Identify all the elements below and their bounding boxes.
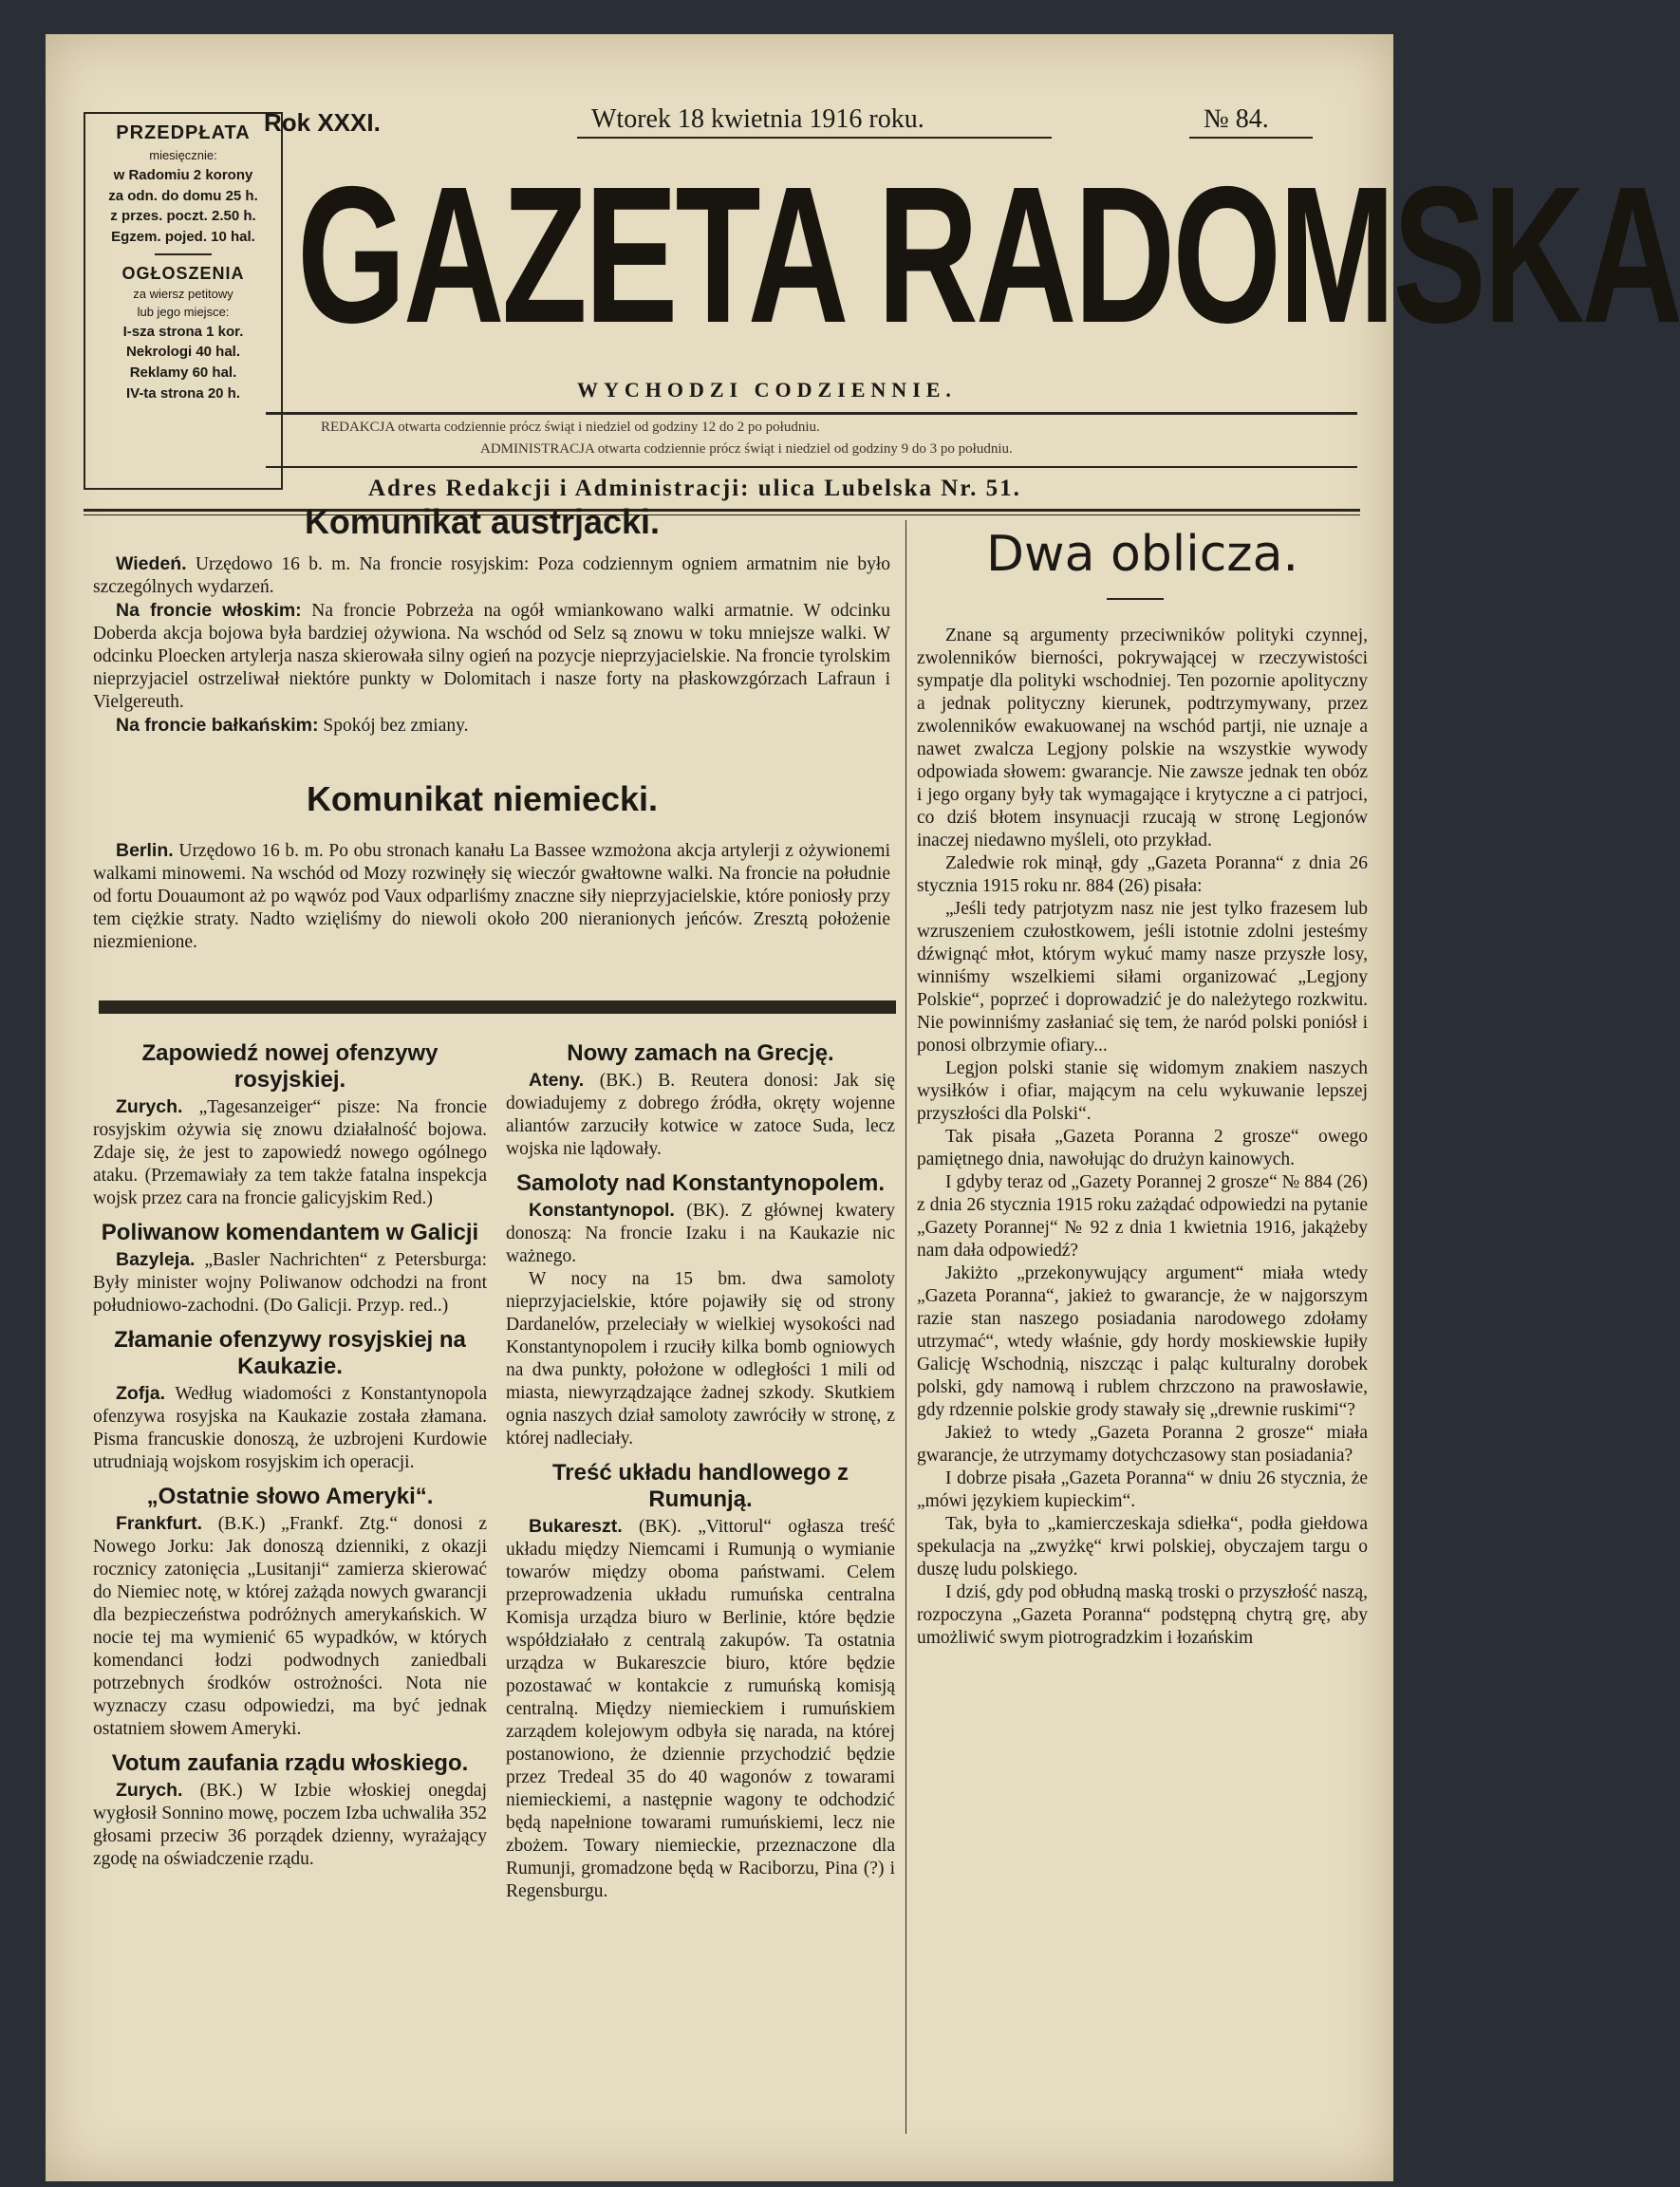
hours-rule	[266, 466, 1357, 468]
subscription-box	[84, 112, 283, 490]
news-text: (BK.) W Izbie włoskiej onegdaj wygłosił Sonnino mowę, poczem Izba uchwaliła 352 głosami przeciw 36 porządek dzienny, wyrażający zgodę na oświadczenie rządu.	[93, 1781, 488, 1869]
masthead-title: GAZETA RADOMSKA	[297, 146, 1680, 364]
editorial-paragraph: Jakież to wtedy „Gazeta Poranna 2 grosze“ miała gwarancje, że utrzymamy dotychczasowy stan posiadania?	[917, 1423, 1368, 1466]
article-heading: Komunikat niemiecki.	[306, 779, 659, 818]
news-heading: Zapowiedź nowej ofenzywy rosyjskiej.	[141, 1040, 439, 1093]
subscription-line: za odn. do domu 25 h.	[108, 187, 258, 204]
news-heading: Treść układu handlowego z Rumunją.	[551, 1460, 849, 1512]
masthead-subtitle: WYCHODZI CODZIENNIE.	[577, 378, 957, 402]
editorial-paragraph: Znane są argumenty przeciwników polityki czynnej, zwolenników bierności, pokrywającej w rzeczywistości sympatje dla polityki wschodniej. Ten pozornie apolityczny a jednak polityczny kierunek, podtrzymywany, przez zwolenników ewakuowanej na wschód partji, nie uznaje a nawet zwalcza Legjony polskie na wszystkie wywody odpowiada słowem: gwarancje. Nie zawsze jednak ten obóz i jego organy były tak wymagające i krytyczne a ci patrjoci, co dziś błotem insynuacji rzucają w stronę Legjonów inaczej niedawno myśleli, oto przykład.	[917, 626, 1368, 850]
editorial-paragraph: I dobrze pisała „Gazeta Poranna“ w dniu 26 stycznia, że „mówi językiem kupieckim“.	[917, 1468, 1368, 1511]
ads-line: IV-ta strona 20 h.	[125, 384, 241, 402]
dateline: Na froncie włoskim:	[116, 600, 302, 621]
news-heading: Poliwanow komendantem w Galicji	[101, 1220, 479, 1245]
dateline: Ateny.	[529, 1070, 585, 1091]
issue-date: Wtorek 18 kwietnia 1916 roku.	[591, 104, 924, 134]
ads-line: Nekrologi 40 hal.	[125, 344, 241, 361]
news-heading: Samoloty nad Konstantynopolem.	[515, 1170, 886, 1196]
admin-hours: ADMINISTRACJA otwarta codziennie prócz świąt i niedziel od godziny 9 do 3 po południu.	[480, 441, 1013, 457]
article-text: Urzędowo 16 b. m. Po obu stronach kanału La Bassee wzmożona akcja artylerji z ożywionemi walkami minowemi. Na wschód od Mozy rozwinęły się wieczór gwałtowne walki. Na froncie na południe od fortu Douaumont aż po wąwóz pod Vaux odparliśmy znaczne siły nieprzyjacielskie, które poniosły przy tem ciężkie straty. Nadto wzięliśmy do niewoli około 200 nieranionych jeńców. Zresztą położenie niezmienione.	[93, 841, 890, 952]
article-heading: Komunikat austrjacki.	[304, 502, 661, 541]
section-divider-thick	[99, 1000, 896, 1014]
ads-line: I-sza strona 1 kor.	[122, 323, 244, 340]
dateline: Berlin.	[116, 840, 174, 861]
dateline: Zurych.	[116, 1780, 183, 1801]
article-text: Na froncie Pobrzeża na ogół wmiankowano walki armatnie. W odcinku Doberda akcja bojowa była bardziej ożywiona. Na wschód od Selz są znowu w toku mniejsze walki. W odcinku Ploecken artylerja nasza skierowała silny ogień na pozycje nieprzyjacielskie. Na froncie tyrolskim nieprzyjaciel ostrzeliwał niektóre punkty w Dolomitach i nasze forty na płaskowzgórzach Lafraun i Vielgereuth.	[93, 601, 890, 712]
subscription-line: z przes. poczt. 2.50 h.	[110, 208, 256, 225]
title-rule	[1107, 598, 1164, 600]
article-austrian	[93, 552, 890, 738]
news-text: (B.K.) „Frankf. Ztg.“ donosi z Nowego Jorku: Jak donoszą dzienniki, z okazji rocznicy zatonięcia „Lusitanji“ zamierza skierować do Niemiec notę, w której zażąda nowych gwarancji dla bezpieczeństwa podróżnych amerykańskich. W nocie tej ma wymienić 65 wypadków, w których komendanci łodzi podwodnych zaniedbali potrzebnych środków ostrożności. Nota nie wyznaczy czasu odpowiedzi, ma być jednak ostatniem słowem Ameryki.	[93, 1514, 487, 1739]
news-text: W nocy na 15 bm. dwa samoloty nieprzyjacielskie, które pojawiły się od strony Dardanelów, przeleciały w wielkiej wysokości nad Konstantynopolem i rzuciły kilka bomb ogniowych na dwa punkty, położone w odległości 1 mili od miasta, niewyrządzające żadnej szkody. Skutkiem ognia naszych dział samoloty zawróciły w stronę, z której nadleciały.	[506, 1269, 895, 1449]
editorial-paragraph: Jakiżto „przekonywujący argument“ miała wtedy „Gazeta Poranna“, jakież to gwarancje, że w najgorszym razie stan naszego posiadania narodowego zdołamy utrzymać“, wtedy właśnie, gdy hordy moskiewskie łupiły Galicję Wschodnią, niszcząc i paląc kulturalny dorobek polski, gdy namową i rublem chrzczono na prawosławie, gdy rdzennie polskie grody stawały się „drewnie ruskimi“?	[917, 1263, 1368, 1420]
news-text: „Tagesanzeiger“ pisze: Na froncie rosyjskim ożywia się znowu działalność bojowa. Zdaje się, że jest to zapowiedź nowego ogólnego ataku. (Przemawiały za tem także fatalna inspekcja wojsk przez cara na froncie galicyjskim Red.)	[93, 1097, 488, 1208]
dateline: Bukareszt.	[529, 1516, 623, 1537]
editorial-paragraph: Tak pisała „Gazeta Poranna 2 grosze“ owego pamiętnego dnia, nawołując do drużyn kainowych.	[917, 1127, 1368, 1169]
news-heading: Nowy zamach na Grecję.	[567, 1040, 834, 1066]
editorial-body	[917, 625, 1368, 1650]
article-german	[93, 839, 890, 954]
article-text: Spokój bez zmiany.	[323, 716, 469, 736]
dateline: Zofja.	[116, 1383, 165, 1404]
editorial-paragraph: Tak, była to „kamierczeskaja sdiełka“, podła giełdowa spekulacja na „zwyżkę“ krwi polskiej, obyczajem targu o duszę ludu polskiego.	[917, 1514, 1368, 1580]
subscription-line: Egzem. pojed. 10 hal.	[111, 229, 255, 246]
news-heading: „Ostatnie słowo Ameryki“.	[146, 1484, 434, 1509]
news-text: (BK). Z głównej kwatery donoszą: Na froncie Izaku i na Kaukazie nic ważnego.	[506, 1201, 895, 1266]
subscription-line: w Radomiu 2 korony	[113, 166, 253, 183]
news-heading: Votum zaufania rządu włoskiego.	[111, 1750, 469, 1776]
editorial-paragraph: Legjon polski stanie się widomym znakiem naszych wysiłków i ofiar, mającym na celu wykuwanie lepszej przyszłości dla Polski“.	[917, 1058, 1368, 1124]
dateline: Na froncie bałkańskim:	[116, 715, 319, 736]
article-heading: Dwa oblicza.	[986, 526, 1298, 583]
news-text: Według wiadomości z Konstantynopola ofenzywa rosyjska na Kaukazie została złamana. Pisma francuskie donoszą, że uzbrojeni Kurdowie utrudniają wojskom rosyjskim ich operacji.	[93, 1384, 487, 1472]
news-heading: Złamanie ofenzywy rosyjskiej na Kaukazie.	[114, 1327, 466, 1379]
news-text: (BK). „Vittorul“ ogłasza treść układu między Niemcami i Rumunją o wymianie towarów między oboma państwami. Celem przeprowadzenia układu rumuńska centralna Komisja urządza biuro w Berlinie, które będzie współdziałało z centralą zakupów. Ta ostatnia urządza w Bukareszcie biuro, które będzie pozostawać w kontakcie z rumuńską komisją centralną. Między niemieckiem i rumuńskiem zarządem kolejowym odbyła się narada, na której postanowiono, że dziennie przychodzić będzie przez Tredeal 35 do 40 wagonów z towarami niemieckiemi, a następnie wagony te odchodzić będą napełnione towarami rumuńskiemi, lecz nie zbożem. Towary niemieckie, przeznaczone dla Rumunji, gromadzone będą w Raciborzu, Pina (?) i Regensburgu.	[506, 1517, 895, 1901]
editorial-hours: REDAKCJA otwarta codziennie prócz świąt i niedziel od godziny 12 do 2 po południu.	[321, 420, 820, 435]
dateline: Frankfurt.	[116, 1513, 203, 1534]
column-right	[917, 516, 1368, 1650]
subscription-divider	[155, 253, 212, 255]
dateline: Bazyleja.	[116, 1249, 196, 1270]
number-underline	[1189, 137, 1313, 139]
issue-number: № 84.	[1204, 104, 1269, 134]
ads-heading: OGŁOSZENIA	[121, 263, 245, 283]
subscription-heading: PRZEDPŁATA	[116, 122, 251, 143]
ads-note: za wiersz petitowy	[133, 286, 233, 301]
newspaper-page	[46, 34, 1680, 2181]
ads-line: Reklamy 60 hal.	[129, 364, 237, 382]
news-text: „Basler Nachrichten“ z Petersburga: Były minister wojny Poliwanow odchodzi na front południowo-zachodni. (Do Galicji. Przyp. red..)	[93, 1250, 488, 1316]
dateline: Wiedeń.	[116, 553, 187, 574]
news-text: (BK.) B. Reutera donosi: Jak się dowiadujemy z dobrego źródła, okręty wojenne aliantów zarzuciły kotwice w zatoce Suda, lecz wojska nie lądowały.	[506, 1071, 896, 1159]
editorial-paragraph: I dziś, gdy pod obłudną maską troski o przyszłość naszą, rozpoczyna „Gazeta Poranna“ podstępną chytrą grę, aby umożliwić swym piotrogradzkim i łozańskim	[917, 1582, 1368, 1648]
dateline: Konstantynopol.	[529, 1200, 675, 1221]
masthead-rule	[266, 412, 1357, 415]
editorial-paragraph: Zaledwie rok minął, gdy „Gazeta Poranna“ z dnia 26 stycznia 1915 roku nr. 884 (26) pisała:	[917, 853, 1368, 896]
subscription-monthly: miesięcznie:	[149, 148, 217, 162]
column-rule	[905, 520, 906, 2134]
dateline: Zurych.	[116, 1096, 183, 1117]
article-text: Urzędowo 16 b. m. Na froncie rosyjskim: Poza codziennym ogniem armatnim nie było szczególnych wydarzeń.	[93, 554, 891, 597]
address-line: Adres Redakcji i Administracji: ulica Lubelska Nr. 51.	[368, 476, 1021, 501]
editorial-paragraph: „Jeśli tedy patrjotyzm nasz nie jest tylko frazesem lub wzruszeniem czułostkowem, jeśli istotnie zdolni jesteśmy dźwignąć młot, którym wykuć mamy nasze przyszłe losy, winniśmy wszelkiemi siłami organizować „Legjony Polskie“, poprzeć i doprowadzić je do należytego rozkwitu. Nie powinniśmy zasłaniać się tem, że naród polski poniósł i ponosi olbrzymie ofiary...	[917, 899, 1368, 1056]
editorial-paragraph: I gdyby teraz od „Gazety Porannej 2 grosze“ № 884 (26) z dnia 26 stycznia 1915 roku zażądać odpowiedzi na pytanie „Gazety Porannej“ № 92 z dnia 1 kwietnia 1916, jakążeby nam dała odpowiedź?	[917, 1172, 1368, 1261]
ads-note: lub jego miejsce:	[137, 304, 230, 319]
column-left	[93, 1031, 487, 1871]
column-middle	[506, 1031, 895, 1903]
volume-label: Rok XXXI.	[264, 108, 381, 137]
